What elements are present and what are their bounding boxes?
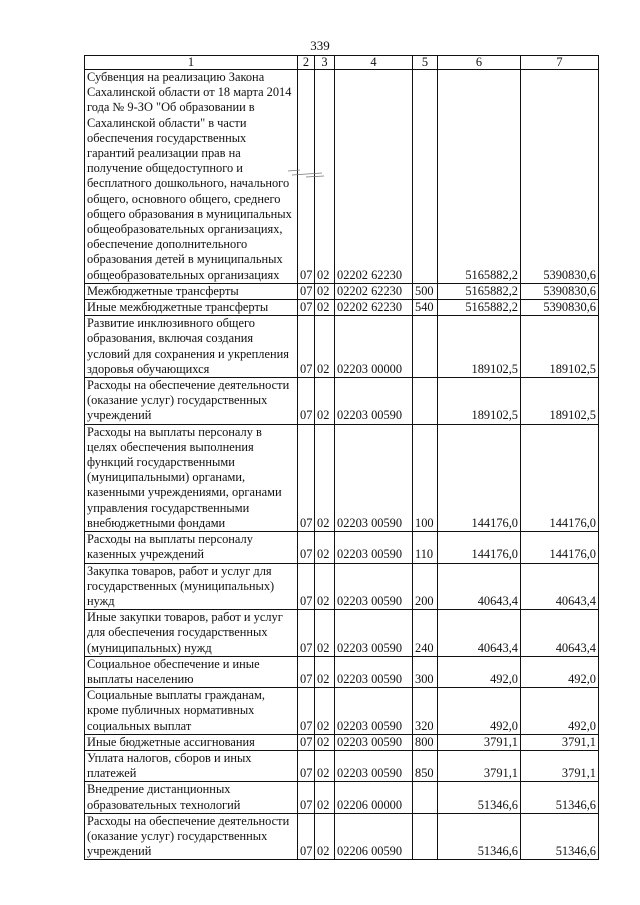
subsection-code: 02 [315, 563, 335, 610]
expense-type-code [413, 378, 438, 425]
amount-year-1: 492,0 [438, 688, 521, 735]
expense-type-code: 320 [413, 688, 438, 735]
subsection-code: 02 [315, 734, 335, 750]
amount-year-1: 51346,6 [438, 813, 521, 860]
table-row [85, 813, 599, 860]
amount-year-1: 5165882,2 [438, 300, 521, 316]
budget-table [84, 55, 599, 860]
table-row [85, 750, 599, 781]
amount-year-2: 492,0 [521, 656, 599, 687]
subsection-code: 02 [315, 70, 335, 284]
page-number: 339 [310, 38, 330, 53]
target-article-code: 02203 00590 [335, 424, 413, 531]
target-article-code: 02203 00590 [335, 750, 413, 781]
target-article-code: 02203 00590 [335, 378, 413, 425]
column-header: 7 [521, 56, 599, 70]
target-article-code: 02203 00590 [335, 688, 413, 735]
subsection-code: 02 [315, 610, 335, 657]
subsection-code: 02 [315, 656, 335, 687]
target-article-code: 02202 62230 [335, 300, 413, 316]
section-code: 07 [298, 813, 315, 860]
target-article-code: 02206 00000 [335, 782, 413, 813]
amount-year-2: 144176,0 [521, 532, 599, 563]
subsection-code: 02 [315, 424, 335, 531]
amount-year-1: 189102,5 [438, 378, 521, 425]
row-name: Развитие инклюзивного общего образования, включая создания условий для сохранения и укрепления здоровья обучающихся [85, 316, 298, 378]
section-code: 07 [298, 688, 315, 735]
expense-type-code [413, 782, 438, 813]
subsection-code: 02 [315, 688, 335, 735]
column-header: 6 [438, 56, 521, 70]
row-name: Внедрение дистанционных образовательных технологий [85, 782, 298, 813]
amount-year-1: 492,0 [438, 656, 521, 687]
target-article-code: 02202 62230 [335, 70, 413, 284]
target-article-code: 02203 00590 [335, 610, 413, 657]
subsection-code: 02 [315, 300, 335, 316]
expense-type-code [413, 70, 438, 284]
section-code: 07 [298, 734, 315, 750]
subsection-code: 02 [315, 750, 335, 781]
table-row [85, 656, 599, 687]
amount-year-1: 144176,0 [438, 532, 521, 563]
amount-year-1: 3791,1 [438, 734, 521, 750]
subsection-code: 02 [315, 378, 335, 425]
subsection-code: 02 [315, 532, 335, 563]
amount-year-1: 3791,1 [438, 750, 521, 781]
row-name: Иные закупки товаров, работ и услуг для обеспечения государственных (муниципальных) нужд [85, 610, 298, 657]
table-row [85, 782, 599, 813]
table-row [85, 316, 599, 378]
table-row [85, 300, 599, 316]
target-article-code: 02203 00590 [335, 563, 413, 610]
table-row [85, 424, 599, 531]
amount-year-2: 189102,5 [521, 316, 599, 378]
subsection-code: 02 [315, 813, 335, 860]
column-header: 4 [335, 56, 413, 70]
section-code: 07 [298, 750, 315, 781]
amount-year-1: 5165882,2 [438, 70, 521, 284]
subsection-code: 02 [315, 283, 335, 299]
amount-year-2: 5390830,6 [521, 300, 599, 316]
amount-year-1: 40643,4 [438, 610, 521, 657]
header-row [85, 56, 599, 70]
expense-type-code [413, 813, 438, 860]
target-article-code: 02203 00590 [335, 734, 413, 750]
section-code: 07 [298, 782, 315, 813]
target-article-code: 02202 62230 [335, 283, 413, 299]
row-name: Расходы на выплаты персоналу в целях обеспечения выполнения функций государственными (муниципальными) органами, казенными учреждениями, органами управления государственными внебюджетными фондами [85, 424, 298, 531]
amount-year-1: 144176,0 [438, 424, 521, 531]
row-name: Расходы на обеспечение деятельности (оказание услуг) государственных учреждений [85, 813, 298, 860]
target-article-code: 02203 00590 [335, 656, 413, 687]
table-row [85, 610, 599, 657]
table-row [85, 532, 599, 563]
expense-type-code: 300 [413, 656, 438, 687]
amount-year-2: 51346,6 [521, 813, 599, 860]
row-name: Иные бюджетные ассигнования [85, 734, 298, 750]
table-row [85, 734, 599, 750]
table-row [85, 283, 599, 299]
amount-year-1: 40643,4 [438, 563, 521, 610]
table-row [85, 70, 599, 284]
row-name: Социальное обеспечение и иные выплаты населению [85, 656, 298, 687]
amount-year-2: 40643,4 [521, 563, 599, 610]
section-code: 07 [298, 563, 315, 610]
target-article-code: 02206 00590 [335, 813, 413, 860]
expense-type-code: 850 [413, 750, 438, 781]
amount-year-2: 3791,1 [521, 734, 599, 750]
amount-year-2: 492,0 [521, 688, 599, 735]
section-code: 07 [298, 656, 315, 687]
target-article-code: 02203 00590 [335, 532, 413, 563]
table-row [85, 563, 599, 610]
amount-year-2: 5390830,6 [521, 283, 599, 299]
expense-type-code: 100 [413, 424, 438, 531]
section-code: 07 [298, 300, 315, 316]
target-article-code: 02203 00000 [335, 316, 413, 378]
row-name: Межбюджетные трансферты [85, 283, 298, 299]
expense-type-code [413, 316, 438, 378]
amount-year-1: 189102,5 [438, 316, 521, 378]
amount-year-2: 189102,5 [521, 378, 599, 425]
column-header: 1 [85, 56, 298, 70]
row-name: Субвенция на реализацию Закона Сахалинской области от 18 марта 2014 года № 9-ЗО "Об образовании в Сахалинской области" в части обеспечения государственных гарантий реализации прав на получение общедоступного и бесплатного дошкольного, начального общего, основного общего, среднего общего образования в муниципальных общеобразовательных организациях, обеспечение дополнительного образования детей в муниципальных общеобразовательных организациях [85, 70, 298, 284]
column-header: 3 [315, 56, 335, 70]
amount-year-2: 144176,0 [521, 424, 599, 531]
amount-year-2: 40643,4 [521, 610, 599, 657]
expense-type-code: 240 [413, 610, 438, 657]
row-name: Социальные выплаты гражданам, кроме публичных нормативных социальных выплат [85, 688, 298, 735]
section-code: 07 [298, 424, 315, 531]
expense-type-code: 800 [413, 734, 438, 750]
row-name: Расходы на обеспечение деятельности (оказание услуг) государственных учреждений [85, 378, 298, 425]
subsection-code: 02 [315, 782, 335, 813]
section-code: 07 [298, 378, 315, 425]
expense-type-code: 500 [413, 283, 438, 299]
amount-year-1: 5165882,2 [438, 283, 521, 299]
table-row [85, 688, 599, 735]
amount-year-2: 51346,6 [521, 782, 599, 813]
row-name: Расходы на выплаты персоналу казенных учреждений [85, 532, 298, 563]
amount-year-2: 3791,1 [521, 750, 599, 781]
section-code: 07 [298, 283, 315, 299]
subsection-code: 02 [315, 316, 335, 378]
section-code: 07 [298, 70, 315, 284]
section-code: 07 [298, 316, 315, 378]
expense-type-code: 200 [413, 563, 438, 610]
section-code: 07 [298, 610, 315, 657]
row-name: Уплата налогов, сборов и иных платежей [85, 750, 298, 781]
amount-year-2: 5390830,6 [521, 70, 599, 284]
section-code: 07 [298, 532, 315, 563]
table-row [85, 378, 599, 425]
column-header: 5 [413, 56, 438, 70]
row-name: Закупка товаров, работ и услуг для государственных (муниципальных) нужд [85, 563, 298, 610]
column-header: 2 [298, 56, 315, 70]
expense-type-code: 110 [413, 532, 438, 563]
expense-type-code: 540 [413, 300, 438, 316]
row-name: Иные межбюджетные трансферты [85, 300, 298, 316]
amount-year-1: 51346,6 [438, 782, 521, 813]
